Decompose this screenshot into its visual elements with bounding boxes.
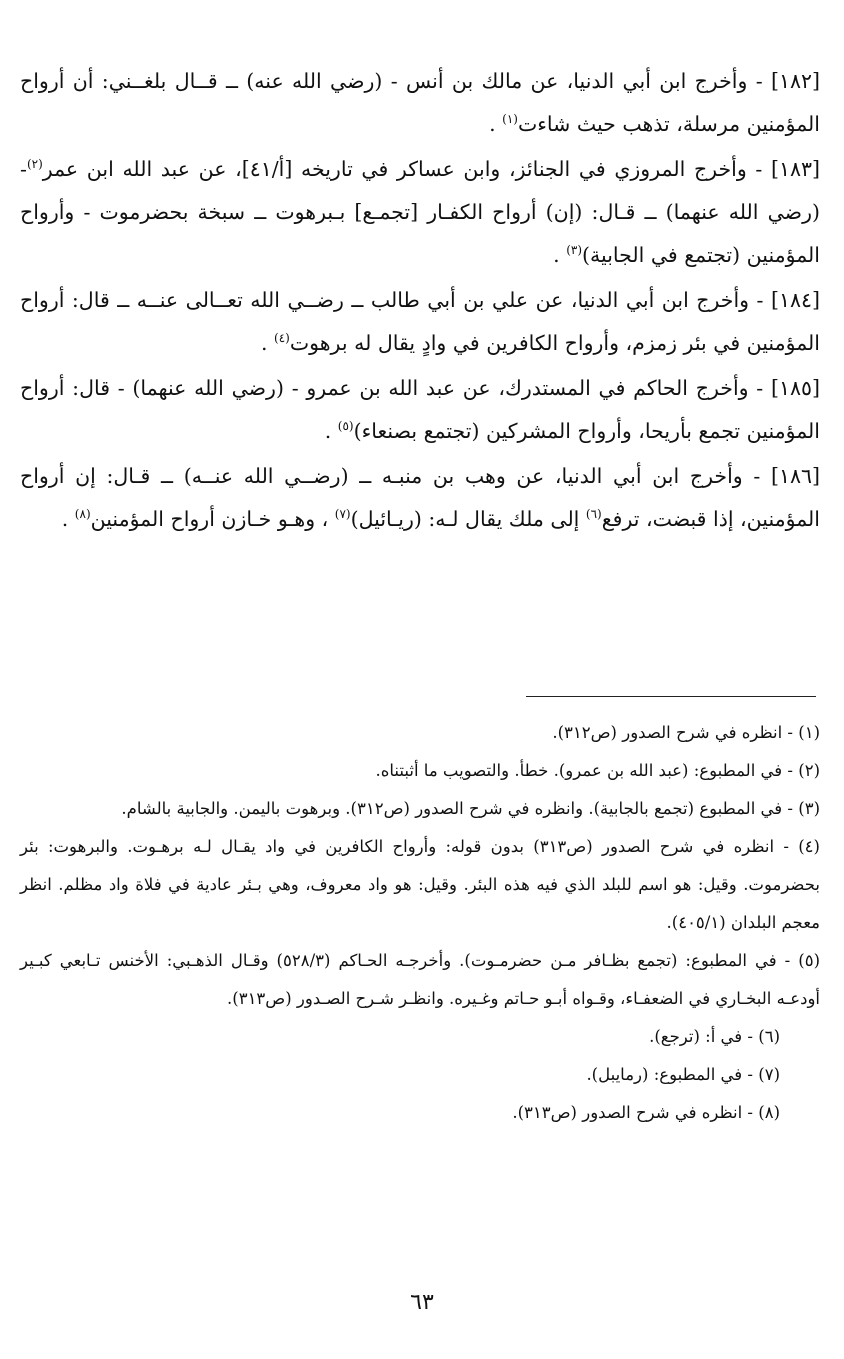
paragraph-tail: .	[324, 419, 338, 443]
footnote-ref[interactable]: (٥)	[337, 419, 354, 434]
paragraph-182	[20, 60, 820, 146]
page-number: ٦٣	[410, 1290, 434, 1315]
footnote-ref[interactable]: (٦)	[585, 507, 602, 522]
footnote-6: (٦) - في أ: (ترجع).	[649, 1027, 780, 1046]
footnote-ref[interactable]: (١)	[502, 112, 518, 127]
footnote-4: (٤) - انظره في شرح الصدور (ص٣١٣) بدون قوله: وأرواح الكافرين في واد يقـال لـه برهـوت. والبرهوت: بئر بحضرموت. وقيل: هو اسم للبلد الذي فيه هذه البئر. وقيل: هو واد معروف، وهي بـئر عادية في فلاة واد مظلم. انظر معجم البلدان (٤٠٥/١).	[20, 837, 820, 932]
footnote-3: (٣) - في المطبوع (تجمع بالجابية). وانظره في شرح الصدور (ص٣١٢). وبرهوت باليمن. والجابية بالشام.	[121, 799, 820, 818]
paragraph-184	[20, 279, 820, 365]
footnote-ref[interactable]: (٤)	[274, 331, 290, 346]
footnote-8: (٨) - انظره في شرح الصدور (ص٣١٣).	[512, 1103, 780, 1122]
paragraph-185	[20, 367, 820, 453]
paragraph-183	[20, 148, 820, 277]
footnote-ref[interactable]: (٨)	[74, 507, 91, 522]
paragraph-tail: .	[260, 331, 275, 355]
paragraph-text: [١٨٤] - وأخرج ابن أبي الدنيا، عن علي بن أبي طالب ــ رضــي الله تعــالى عنــه ــ قال: أرواح المؤمنين في بئر زمزم، وأرواح الكافرين في وادٍ يقال له برهوت	[20, 288, 820, 355]
paragraph-tail: إلى ملك يقال لـه: (ريـائيل)	[350, 507, 586, 531]
paragraph-tail: .	[553, 243, 567, 267]
footnote-7: (٧) - في المطبوع: (رمايبل).	[586, 1065, 780, 1084]
footnote-ref[interactable]: (٢)	[26, 157, 43, 172]
footnote-ref[interactable]: (٧)	[334, 507, 351, 522]
paragraph-186	[20, 455, 820, 541]
paragraph-tail: ، وهـو خـازن أرواح المؤمنين	[90, 507, 335, 531]
footnote-ref[interactable]: (٣)	[566, 243, 583, 258]
footnote-5: (٥) - في المطبوع: (تجمع بظـافر مـن حضرمـوت). وأخرجـه الحـاكم (٥٢٨/٣) وقـال الذهـبي: الأخنس تـابعي كبـير أودعـه البخـاري في الضعفـاء، وقـواه أبـو حـاتم وغـيره. وانظـر شـرح الصـدور (ص٣١٣).	[20, 951, 820, 1008]
paragraph-tail: - (رضي الله عنهما) ــ قـال: (إن) أرواح الكفـار [تجمـع] بـبرهوت ــ سبخة بحضرموت - وأرواح المؤمنين (تجتمع في الجابية)	[20, 157, 820, 267]
footnote-1: (١) - انظره في شرح الصدور (ص٣١٢).	[552, 723, 820, 742]
footnotes	[20, 714, 820, 1132]
paragraph-text: [١٨٣] - وأخرج المروزي في الجنائز، وابن عساكر في تاريخه [أ/٤١]، عن عبد الله ابن عمر	[42, 157, 820, 181]
main-text	[20, 60, 820, 543]
paragraph-tail: .	[489, 112, 503, 136]
paragraph-text: [١٨٢] - وأخرج ابن أبي الدنيا، عن مالك بن أنس - (رضي الله عنه) ــ قــال بلغــني: أن أرواح المؤمنين مرسلة، تذهب حيث شاءت	[20, 69, 820, 136]
footnote-divider	[526, 696, 816, 697]
paragraph-tail: .	[61, 507, 75, 531]
paragraph-text: [١٨٦] - وأخرج ابن أبي الدنيا، عن وهب بن منبـه ــ (رضــي الله عنــه) ــ قـال: إن أرواح المؤمنين، إذا قبضت، ترفع	[20, 464, 820, 531]
paragraph-text: [١٨٥] - وأخرج الحاكم في المستدرك، عن عبد الله بن عمرو - (رضي الله عنهما) - قال: أرواح المؤمنين تجمع بأريحا، وأرواح المشركين (تجتمع بصنعاء)	[20, 376, 820, 443]
footnote-2: (٢) - في المطبوع: (عبد الله بن عمرو). خطأ. والتصويب ما أثبتناه.	[375, 761, 820, 780]
